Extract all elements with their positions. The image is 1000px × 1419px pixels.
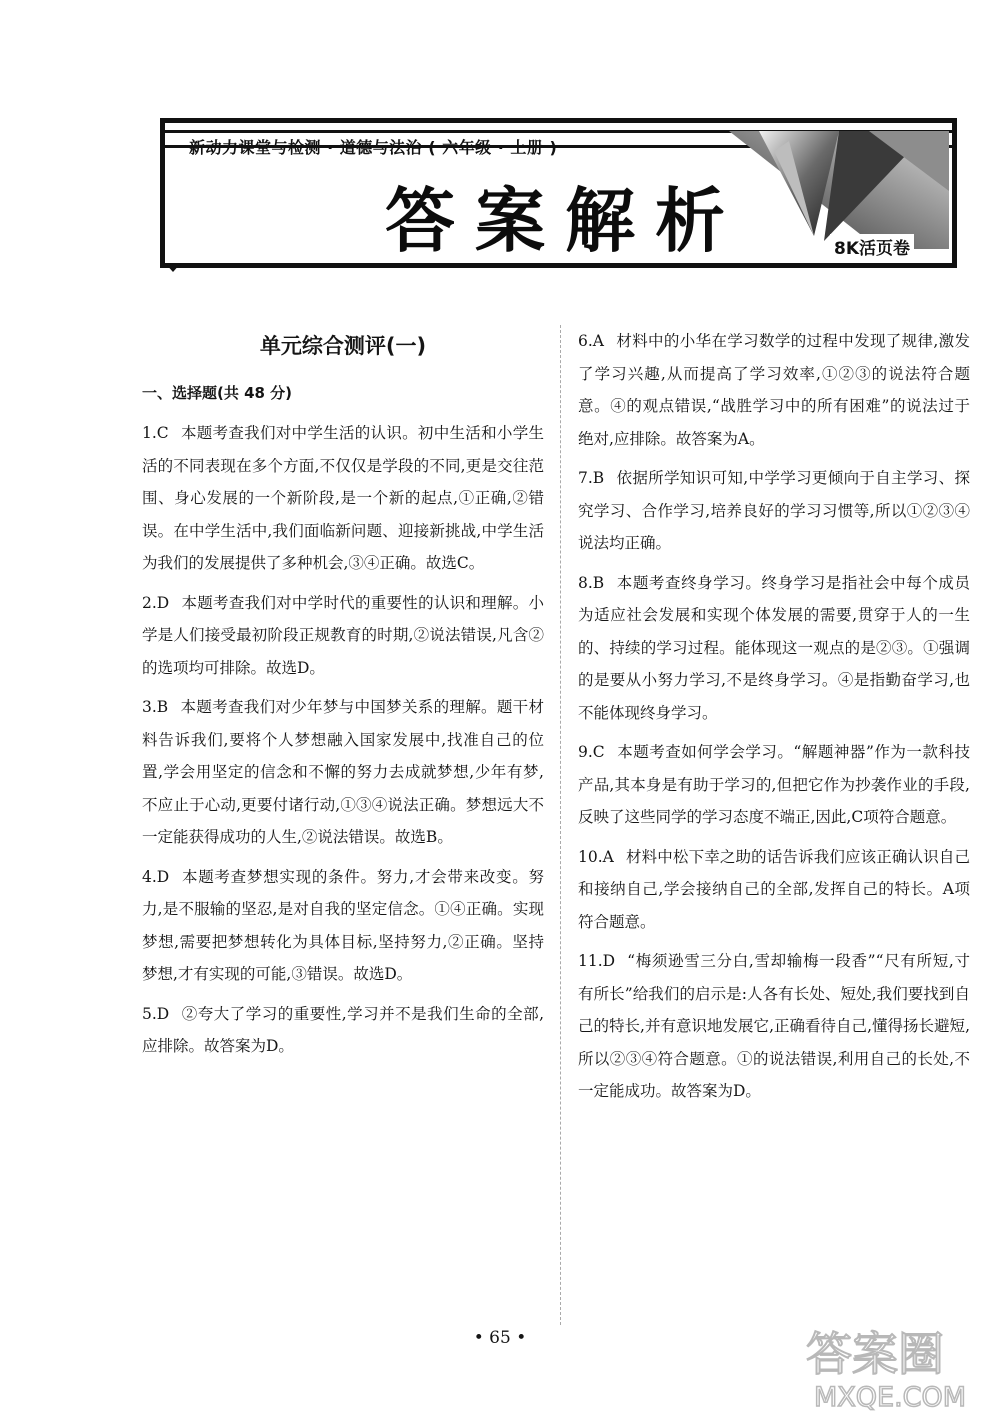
title-banner	[160, 118, 957, 268]
answer-item	[578, 462, 970, 560]
explanation-text: ②夸大了学习的重要性,学习并不是我们生命的全部,应排除。故答案为D。	[142, 1004, 544, 1055]
explanation-text: 材料中的小华在学习数学的过程中发现了规律,激发了学习兴趣,从而提高了学习效率,①②③的说法符合题意。④的观点错误,“战胜学习中的所有困难”的说法过于绝对,应排除。故答案为A。	[578, 332, 970, 448]
answer-letter: C	[592, 743, 605, 761]
question-number: 1.	[142, 424, 157, 442]
question-number: 10.	[578, 847, 603, 866]
question-number: 5.	[142, 1004, 157, 1023]
answer-item	[142, 587, 544, 685]
answer-item	[578, 736, 970, 834]
answer-letter: A	[592, 332, 604, 350]
question-number: 2.	[142, 593, 157, 612]
section-title: 单元综合测评(一)	[259, 334, 427, 358]
answer-letter: A	[602, 847, 614, 866]
column-divider	[560, 325, 561, 1325]
explanation-text: 本题考查终身学习。终身学习是指社会中每个成员为适应社会发展和实现个体发展的需要,贯穿于人的一生的、持续的学习过程。能体现这一观点的是②③。①强调的是要从小努力学习,不是终身学习。④是指勤奋学习,也不能体现终身学习。	[578, 573, 970, 722]
explanation-text: 本题考查梦想实现的条件。努力,才会带来改变。努力,是不服输的坚忍,是对自我的坚定信念。①④正确。实现梦想,需要把梦想转化为具体目标,坚持努力,②正确。坚持梦想,才有实现的可能,③错误。故选D。	[142, 867, 544, 983]
answer-letter: B	[592, 573, 605, 592]
explanation-text: 本题考查如何学会学习。“解题神器”作为一款科技产品,其本身是有助于学习的,但把它作为抄袭作业的手段,反映了这些同学的学习态度不端正,因此,C项符合题意。	[578, 743, 970, 826]
explanation-text: “梅须逊雪三分白,雪却输梅一段香”“尺有所短,寸有所长”给我们的启示是:人各有长处、短处,我们要找到自己的特长,并有意识地发展它,正确看待自己,懂得扬长避短,所以②③④符合题意。①的说法错误,利用自己的长处,不一定能成功。故答案为D。	[578, 952, 970, 1100]
explanation-text: 本题考查我们对中学生活的认识。初中生活和小学生活的不同表现在多个方面,不仅仅是学段的不同,更是交往范围、身心发展的一个新阶段,是一个新的起点,①正确,②错误。在中学生活中,我们面临新问题、迎接新挑战,中学生活为我们的发展提供了多种机会,③④正确。故选C。	[142, 424, 544, 572]
question-number: 4.	[142, 867, 157, 886]
question-number: 9.	[578, 743, 593, 761]
question-number: 6.	[578, 332, 593, 350]
answer-letter: D	[156, 593, 170, 612]
page-number: • 65 •	[473, 1328, 527, 1348]
answer-item	[142, 998, 544, 1063]
part-heading: 一、选择题(共 48 分)	[142, 384, 293, 402]
series-title: 新动力课堂与检测 · 道德与法治 ( 六年级 · 上册 )	[189, 138, 558, 157]
right-column	[578, 325, 970, 1115]
answer-letter: D	[156, 1004, 170, 1023]
answer-item	[142, 417, 544, 580]
answer-list-left	[142, 417, 544, 1063]
watermark-top-text: 答案圈	[806, 1327, 944, 1381]
watermark-logo	[800, 1318, 995, 1413]
explanation-text: 依据所学知识可知,中学学习更倾向于自主学习、探究学习、合作学习,培养良好的学习习惯等,所以①②③④说法均正确。	[578, 469, 970, 552]
answer-item	[578, 567, 970, 730]
answer-item	[578, 841, 970, 939]
explanation-text: 本题考查我们对中学时代的重要性的认识和理解。小学是人们接受最初阶段正规教育的时期,②说法错误,凡含②的选项均可排除。故选D。	[142, 593, 544, 677]
answer-item	[578, 325, 970, 455]
answer-letter: B	[156, 698, 169, 716]
question-number: 8.	[578, 573, 593, 592]
question-number: 3.	[142, 698, 157, 716]
answer-letter: D	[602, 952, 616, 970]
explanation-text: 材料中松下幸之助的话告诉我们应该正确认识自己和接纳自己,学会接纳自己的全部,发挥自己的特长。A项符合题意。	[578, 847, 970, 931]
answer-letter: B	[592, 469, 605, 487]
page-title: 答案解析	[385, 180, 745, 262]
answer-item	[578, 945, 970, 1108]
banner-logo-graphic	[729, 131, 949, 249]
question-number: 7.	[578, 469, 593, 487]
watermark-bottom-text: MXQE.COM	[814, 1382, 967, 1413]
explanation-text: 本题考查我们对少年梦与中国梦关系的理解。题干材料告诉我们,要将个人梦想融入国家发展中,找准自己的位置,学会用坚定的信念和不懈的努力去成就梦想,少年有梦,不应止于心动,更要付诸行动,①③④说法正确。梦想远大不一定能获得成功的人生,②说法错误。故选B。	[142, 698, 544, 846]
answer-letter: D	[156, 867, 170, 886]
answer-letter: C	[156, 424, 169, 442]
left-column	[142, 325, 544, 1070]
edition-label: 8K活页卷	[830, 234, 914, 259]
answer-item	[142, 691, 544, 854]
answer-item	[142, 861, 544, 991]
question-number: 11.	[578, 952, 603, 970]
banner-notch	[165, 263, 181, 272]
answer-list-right	[578, 325, 970, 1108]
